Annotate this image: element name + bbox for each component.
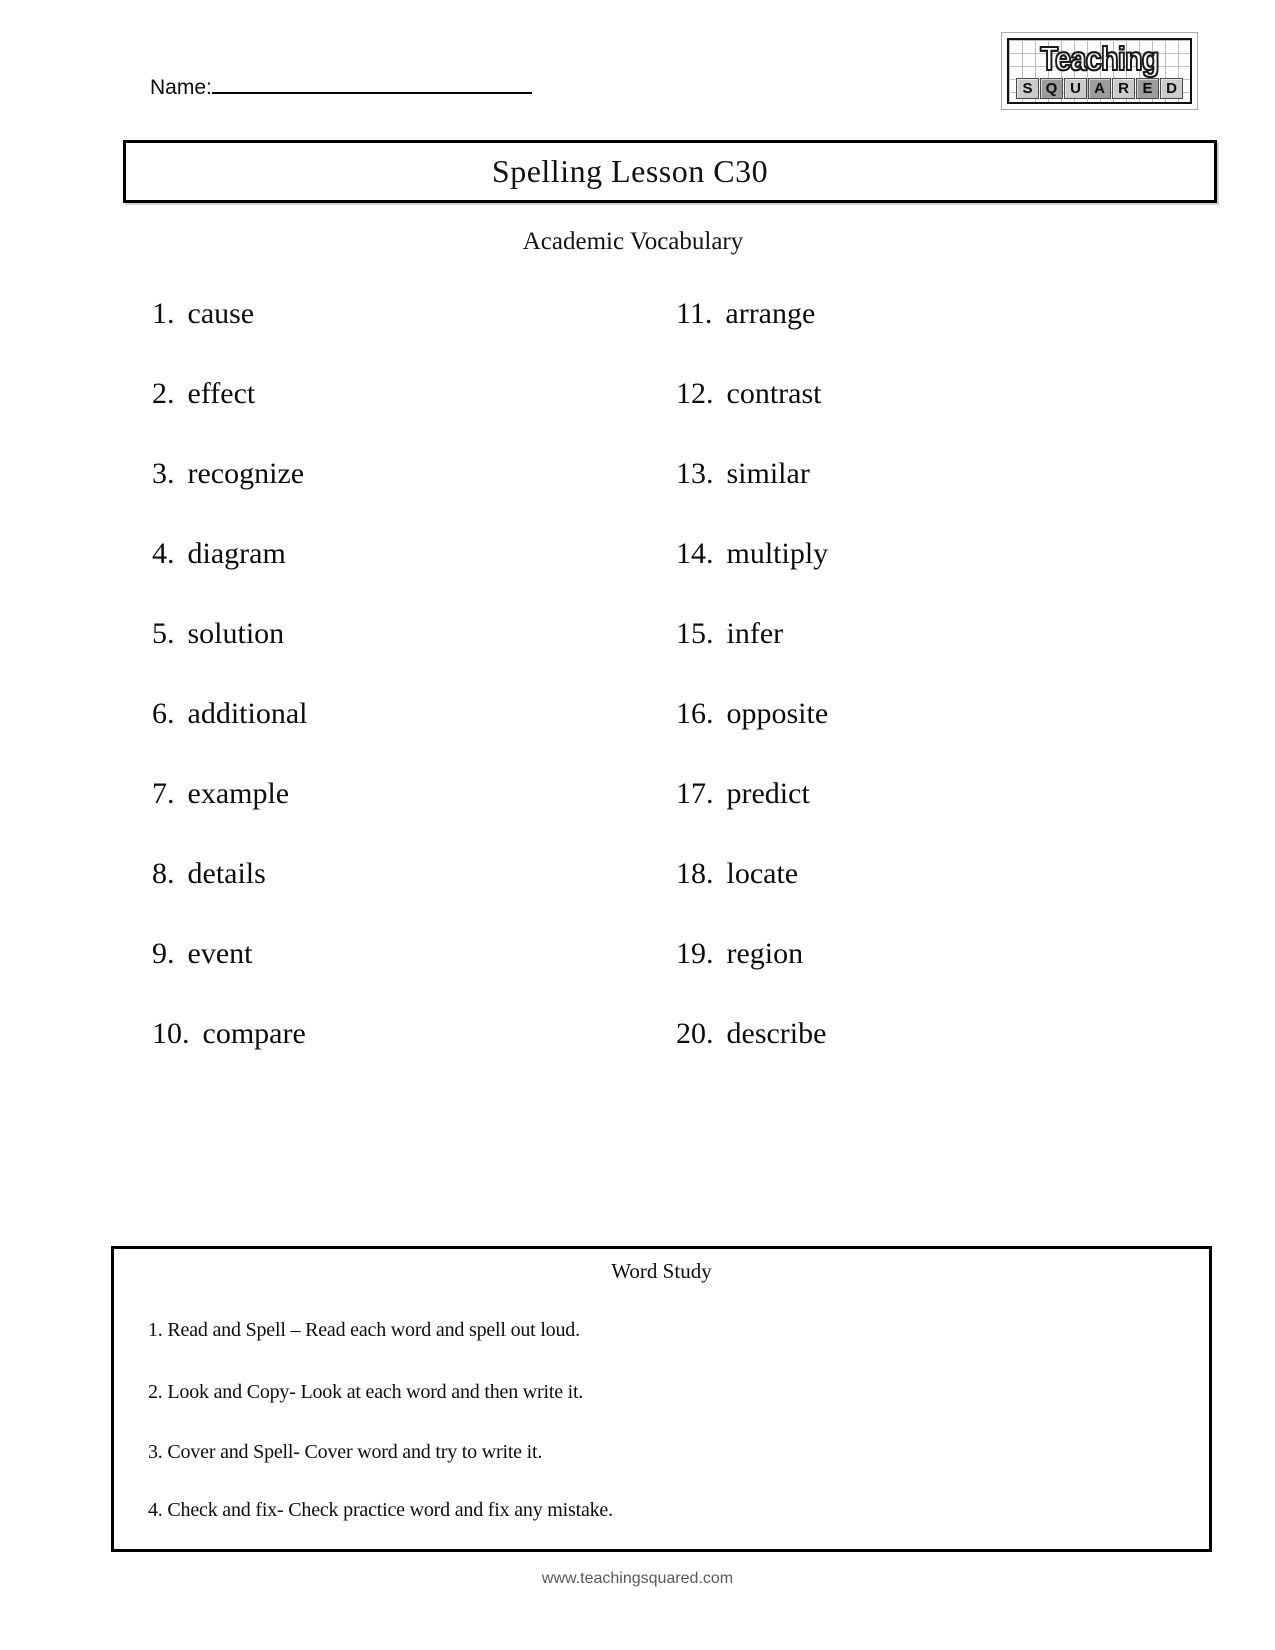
- word-text: recognize: [187, 457, 305, 490]
- word-study-step: 3. Cover and Spell- Cover word and try to write it.: [148, 1441, 543, 1463]
- name-label: Name:: [150, 76, 212, 99]
- logo-grid-background: [1007, 38, 1192, 104]
- word-number: 6.: [152, 697, 175, 730]
- word-number: 19.: [676, 937, 714, 970]
- word-list-item: [676, 458, 828, 490]
- title-box: [123, 140, 1217, 203]
- word-list-item: [152, 778, 307, 810]
- word-list-item: [676, 698, 828, 730]
- word-text: contrast: [726, 377, 822, 410]
- page-title: Spelling Lesson C30: [491, 153, 769, 189]
- word-study-step: 4. Check and fix- Check practice word and fix any mistake.: [148, 1499, 613, 1521]
- word-number: 15.: [676, 617, 714, 650]
- page-subtitle: Academic Vocabulary: [522, 228, 744, 255]
- logo-squared-tiles: [1009, 78, 1190, 99]
- word-list-item: [676, 858, 828, 890]
- word-list-item: [676, 538, 828, 570]
- word-list-item: [152, 698, 307, 730]
- word-number: 2.: [152, 377, 175, 410]
- word-text: effect: [187, 377, 256, 410]
- word-number: 17.: [676, 777, 714, 810]
- word-list-item: [676, 938, 828, 970]
- logo-tile-letter: U: [1064, 78, 1087, 99]
- word-text: similar: [726, 457, 810, 490]
- word-number: 4.: [152, 537, 175, 570]
- word-list-item: [676, 1018, 828, 1050]
- logo-tile-letter: S: [1016, 78, 1039, 99]
- name-row: [150, 72, 532, 100]
- word-study-title: Word Study: [611, 1259, 712, 1283]
- word-number: 8.: [152, 857, 175, 890]
- word-text: predict: [726, 777, 810, 810]
- word-text: example: [187, 777, 290, 810]
- word-list-item: [152, 1018, 307, 1050]
- word-text: opposite: [726, 697, 829, 730]
- word-list-item: [676, 618, 828, 650]
- word-text: compare: [202, 1017, 306, 1050]
- word-list-item: [676, 378, 828, 410]
- word-number: 18.: [676, 857, 714, 890]
- word-text: diagram: [187, 537, 286, 570]
- logo-tile-letter: Q: [1040, 78, 1063, 99]
- logo-tile-letter: D: [1160, 78, 1183, 99]
- word-text: describe: [726, 1017, 827, 1050]
- word-number: 1.: [152, 297, 175, 330]
- logo-tile-letter: E: [1136, 78, 1159, 99]
- word-study-box: [111, 1246, 1212, 1552]
- word-number: 20.: [676, 1017, 714, 1050]
- word-number: 14.: [676, 537, 714, 570]
- word-text: solution: [187, 617, 285, 650]
- word-list-item: [152, 458, 307, 490]
- logo-teaching-text: Teaching: [1040, 40, 1159, 77]
- word-number: 5.: [152, 617, 175, 650]
- word-list-item: [152, 858, 307, 890]
- word-text: region: [726, 937, 804, 970]
- word-list-item: [676, 778, 828, 810]
- word-list-item: [152, 538, 307, 570]
- word-list-right-column: [676, 298, 828, 1098]
- word-number: 3.: [152, 457, 175, 490]
- word-list-left-column: [152, 298, 307, 1098]
- word-text: additional: [187, 697, 308, 730]
- teaching-squared-logo: [1001, 32, 1198, 110]
- word-list-item: [676, 298, 828, 330]
- word-text: locate: [726, 857, 799, 890]
- logo-tile-letter: A: [1088, 78, 1111, 99]
- logo-tile-letter: R: [1112, 78, 1135, 99]
- word-number: 10.: [152, 1017, 190, 1050]
- word-study-step: 1. Read and Spell – Read each word and spell out loud.: [148, 1319, 580, 1341]
- word-list-item: [152, 378, 307, 410]
- word-list-item: [152, 618, 307, 650]
- word-number: 7.: [152, 777, 175, 810]
- word-number: 11.: [676, 297, 713, 330]
- word-study-step: 2. Look and Copy- Look at each word and then write it.: [148, 1381, 584, 1403]
- word-number: 12.: [676, 377, 714, 410]
- word-text: infer: [726, 617, 784, 650]
- word-number: 16.: [676, 697, 714, 730]
- word-number: 13.: [676, 457, 714, 490]
- word-text: cause: [187, 297, 255, 330]
- word-text: multiply: [726, 537, 829, 570]
- word-list-item: [152, 298, 307, 330]
- word-text: event: [187, 937, 253, 970]
- footer-url: www.teachingsquared.com: [541, 1570, 734, 1587]
- word-number: 9.: [152, 937, 175, 970]
- word-text: details: [187, 857, 266, 890]
- name-fill-line: [212, 72, 532, 94]
- word-text: arrange: [725, 297, 816, 330]
- word-list-item: [152, 938, 307, 970]
